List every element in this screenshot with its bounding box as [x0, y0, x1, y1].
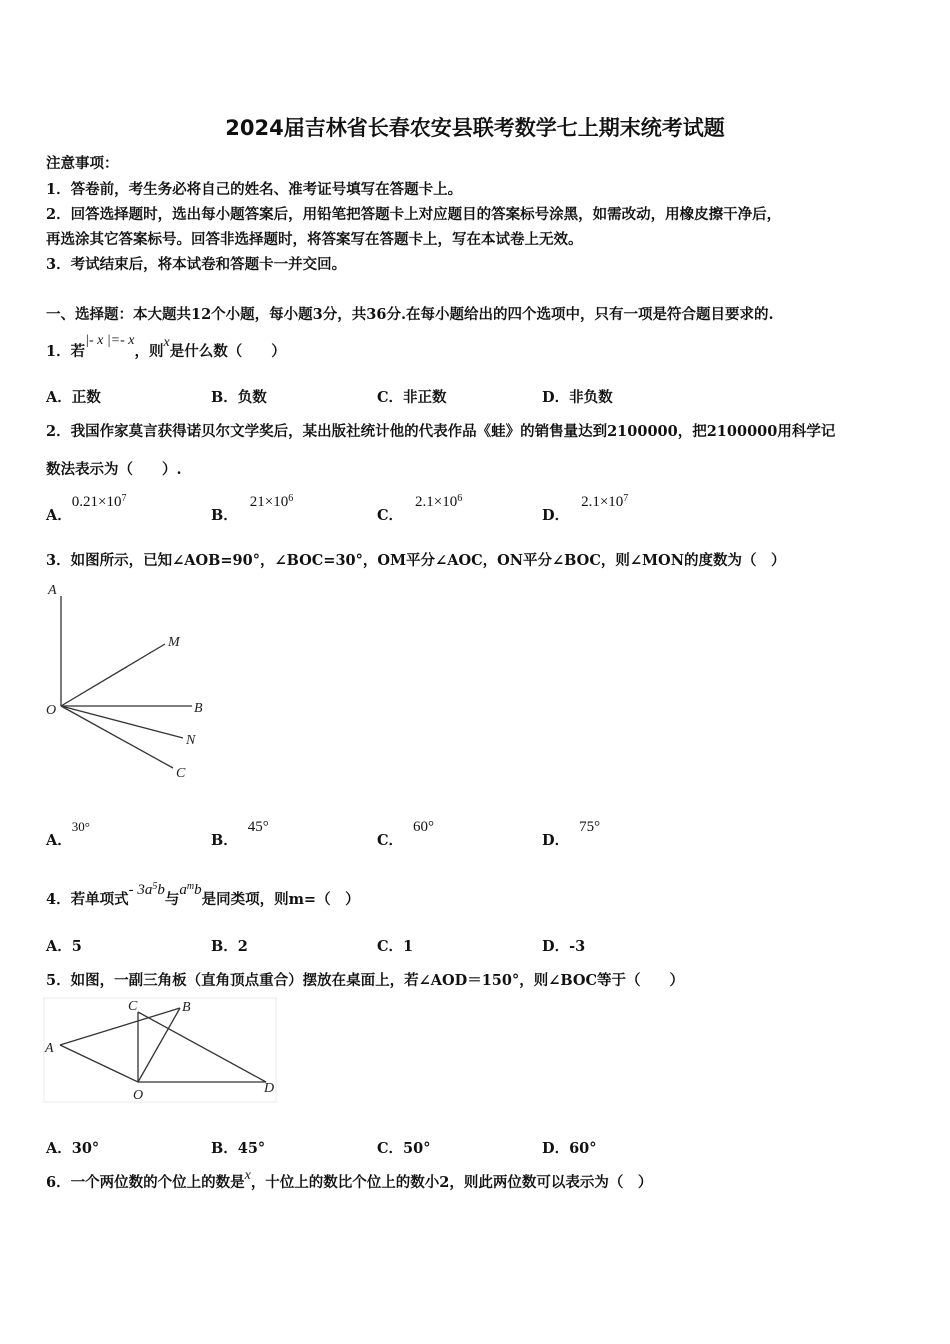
term-base: - 3a	[128, 882, 153, 898]
q5-option-b[interactable]: B．45°	[211, 1140, 266, 1157]
q3-option-a[interactable]	[46, 815, 90, 849]
label-n: N	[186, 733, 196, 748]
q4-option-b[interactable]: B．2	[211, 938, 248, 955]
label-c: C	[128, 999, 138, 1014]
q3-option-b[interactable]	[211, 815, 269, 849]
option-label: D．	[542, 507, 570, 524]
label-o: O	[133, 1088, 144, 1103]
q2-option-d[interactable]	[542, 490, 629, 524]
q1-mid: ，则	[134, 343, 164, 360]
option-value: 45°	[247, 819, 269, 835]
ray-on	[61, 706, 183, 738]
question-2-line1: 2．我国作家莫言获得诺贝尔文学奖后，某出版社统计他的代表作品《蛙》的销售量达到2100000，把2100000用科学记	[46, 423, 836, 440]
q4-pre: 4．若单项式	[46, 891, 129, 908]
q1-option-d[interactable]: D．非负数	[542, 389, 613, 406]
label-b: B	[194, 701, 203, 716]
ray-oc	[61, 706, 173, 768]
option-exponent: 6	[288, 493, 294, 504]
q3-angle-figure	[40, 578, 220, 783]
q4-term2	[179, 882, 201, 898]
q6-pre: 6．一个两位数的个位上的数是	[46, 1174, 245, 1191]
option-value: 60°	[413, 819, 435, 835]
q1-option-b[interactable]: B．负数	[211, 389, 267, 406]
q4-term1	[129, 882, 165, 898]
q1-expression: |- x |=- x	[85, 333, 135, 348]
option-value: 0.21×10	[71, 494, 122, 510]
label-d: D	[264, 1081, 275, 1096]
term-tail: b	[157, 882, 165, 898]
section-heading: 一、选择题：本大题共12个小题，每小题3分，共36分.在每小题给出的四个选项中，只有一项是符合题目要求的.	[46, 306, 774, 323]
q4-option-c[interactable]: C．1	[377, 938, 414, 955]
q4-option-a[interactable]: A．5	[46, 938, 82, 955]
q1-option-a[interactable]: A．正数	[46, 389, 101, 406]
option-label: C．	[377, 832, 404, 849]
term-exponent: m	[186, 881, 195, 892]
q5-option-d[interactable]: D．60°	[542, 1140, 597, 1157]
term-exponent: 5	[152, 881, 158, 892]
notice-item: 3．考试结束后，将本试卷和答题卡一并交回。	[46, 256, 347, 273]
option-label: B．	[211, 507, 238, 524]
q6-variable: x	[244, 1168, 251, 1183]
option-label: D．	[542, 832, 570, 849]
option-value: 75°	[579, 819, 601, 835]
question-6	[46, 1168, 653, 1192]
q6-post: ，十位上的数比个位上的数小2，则此两位数可以表示为（ ）	[250, 1174, 653, 1191]
option-label: B．	[211, 832, 238, 849]
label-c: C	[176, 766, 186, 781]
option-label: C．	[377, 507, 404, 524]
notice-heading: 注意事项：	[46, 155, 119, 172]
question-4	[46, 881, 360, 909]
q1-post: 是什么数（ ）	[169, 343, 286, 360]
option-label: A．	[46, 832, 72, 849]
segment-ao	[60, 1045, 138, 1082]
q2-option-a[interactable]	[46, 490, 127, 524]
q1-pre: 1．若	[46, 343, 86, 360]
question-1	[46, 333, 286, 361]
q1-variable: x	[163, 335, 170, 350]
option-value: 2.1×10	[415, 494, 458, 510]
notice-item: 1．答卷前，考生务必将自己的姓名、准考证号填写在答题卡上。	[46, 181, 463, 198]
page-title: 2024届吉林省长春农安县联考数学七上期末统考试题	[225, 116, 725, 140]
q4-mid: 与	[164, 891, 180, 908]
q5-option-c[interactable]: C．50°	[377, 1140, 431, 1157]
q4-post: 是同类项，则m=（ ）	[201, 891, 360, 908]
option-exponent: 7	[623, 493, 629, 504]
option-value: 2.1×10	[581, 494, 624, 510]
label-a: A	[48, 583, 57, 598]
q2-option-c[interactable]	[377, 490, 463, 524]
term-base: a	[179, 882, 187, 898]
label-m: M	[168, 635, 180, 650]
question-2-line2: 数法表示为（ ）.	[46, 461, 182, 478]
notice-item: 再选涂其它答案标号。回答非选择题时，将答案写在答题卡上，写在本试卷上无效。	[46, 231, 583, 248]
question-3: 3．如图所示，已知∠AOB=90°，∠BOC=30°，OM平分∠AOC，ON平分∠BOC，则∠MON的度数为（ ）	[46, 552, 786, 569]
q1-option-c[interactable]: C．非正数	[377, 389, 447, 406]
question-5: 5．如图，一副三角板（直角顶点重合）摆放在桌面上，若∠AOD＝150°，则∠BOC等于（ ）	[46, 972, 685, 989]
q3-option-d[interactable]	[542, 815, 601, 849]
q5-option-a[interactable]: A．30°	[46, 1140, 100, 1157]
label-o: O	[46, 703, 57, 718]
q3-option-c[interactable]	[377, 815, 435, 849]
q2-option-b[interactable]	[211, 490, 294, 524]
option-label: A．	[46, 507, 72, 524]
q5-triangle-figure	[42, 996, 278, 1104]
ray-om	[61, 644, 165, 706]
label-b: B	[182, 1000, 191, 1015]
option-value: 21×10	[249, 494, 289, 510]
notice-item: 2．回答选择题时，选出每小题答案后，用铅笔把答题卡上对应题目的答案标号涂黑，如需改动，用橡皮擦干净后，	[46, 206, 782, 223]
option-exponent: 6	[457, 493, 463, 504]
q4-option-d[interactable]: D．-3	[542, 938, 586, 955]
label-a: A	[45, 1041, 54, 1056]
option-exponent: 7	[121, 493, 127, 504]
option-value: 30°	[71, 819, 90, 834]
term-tail: b	[194, 882, 202, 898]
